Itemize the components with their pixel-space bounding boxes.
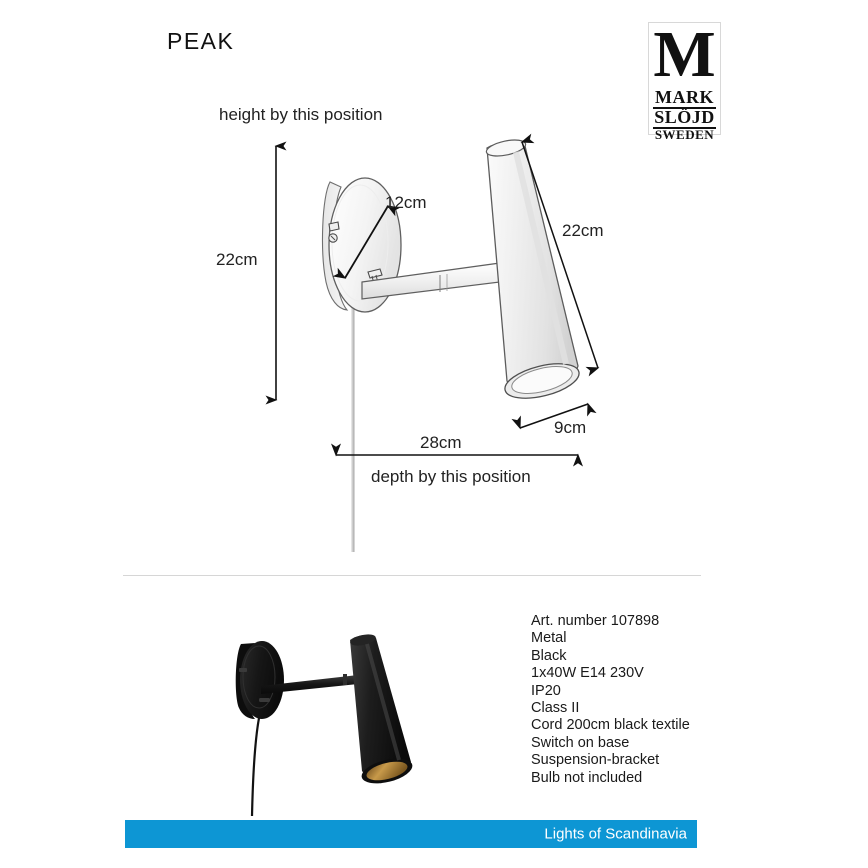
dimension-label-plate-diameter: 12cm (385, 193, 427, 212)
brand-monogram: M (653, 18, 716, 91)
spec-item: Switch on base (531, 734, 630, 751)
page-title: PEAK (167, 28, 235, 54)
power-cord-line (352, 308, 353, 552)
footer-tagline: Lights of Scandinavia (544, 825, 687, 843)
product-photo-shade (349, 632, 415, 788)
dimension-label-shade-length: 22cm (562, 221, 604, 240)
spec-item: Bulb not included (531, 769, 643, 786)
dimension-label-shade-opening: 9cm (554, 418, 587, 437)
specification-list (531, 613, 690, 787)
footer-bar (125, 820, 697, 848)
dimension-label-depth: 28cm (420, 433, 462, 452)
spec-item: 1x40W E14 230V (531, 665, 644, 682)
height-caption: height by this position (219, 105, 383, 124)
product-photo (215, 620, 445, 820)
spec-item: IP20 (531, 682, 561, 699)
spec-item: Class II (531, 700, 580, 717)
brand-line-sweden: SWEDEN (654, 127, 715, 142)
spec-item: Art. number 107898 (531, 613, 660, 629)
product-photo-wall-plate (236, 641, 284, 719)
dimension-label-height: 22cm (216, 250, 258, 269)
section-divider (123, 575, 701, 576)
brand-line-mark: MARK (655, 87, 714, 107)
spec-item: Metal (531, 630, 567, 647)
spec-item: Black (531, 647, 567, 664)
spec-item: Suspension-bracket (531, 752, 660, 769)
brand-line-slojd: SLÖJD (654, 107, 715, 127)
spec-item: Cord 200cm black textile (531, 717, 690, 734)
depth-caption: depth by this position (371, 467, 531, 486)
product-photo-cord (252, 718, 259, 816)
product-photo-svg (215, 620, 445, 820)
